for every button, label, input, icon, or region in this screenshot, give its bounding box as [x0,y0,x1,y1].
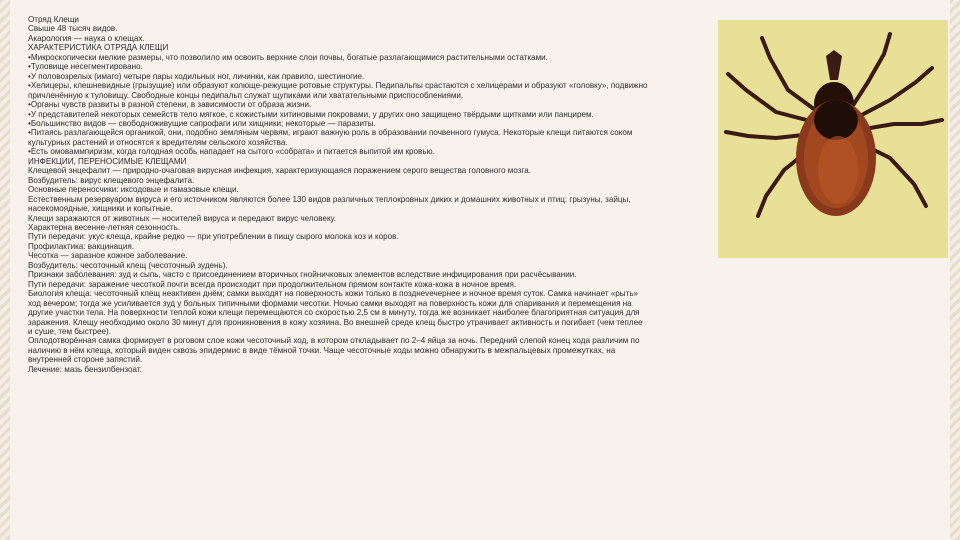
text-line: Пути передачи: укус клеща, крайне редко — при употреблении в пищу сырого молока коз и коров. [28,232,399,242]
text-line: Лечение: мазь бензилбензоат. [28,364,142,374]
text-line: внутренней стороне запястий. [28,355,143,365]
text-line: Возбудитель: чесоточный клещ (чесоточный зудень). [28,260,228,270]
text-line: Чесотка — заразное кожное заболевание. [28,251,188,261]
text-line: •Есть омоваммпиризм, когда голодная особь нападает на сытого «собрата» и питается выпитой им кровью. [28,147,435,157]
text-line: Акарология — наука о клещах. [28,33,145,43]
text-line: и суше, тем быстрее). [28,326,111,336]
text-line: •У представителей некоторых семейств тело мягкое, с кожистыми хитиновыми покровами, у других оно защищено твёрдыми щитками или панцирем. [28,109,594,119]
text-line: •У половозрелых (имаго) четыре пары ходильных ног, личинки, как правило, шестиногие. [28,71,365,81]
text-line: насекомоядные, хищники и копытные. [28,204,173,214]
section-heading: ИНФЕКЦИИ, ПЕРЕНОСИМЫЕ КЛЕЩАМИ [28,156,187,166]
text-line: наличию в нём клеща, который виден сквозь эпидермис в виде тёмной точки. Чаще чесоточные ходы можно обнаружить в межпальцевых промежутках, на [28,345,616,355]
text-line: •Туловище несегментировано. [28,62,143,72]
text-line: причленённую к туловищу. Свободные концы педипальп служат щупиками или хватательными приспособлениями. [28,90,464,100]
section-heading: ХАРАКТЕРИСТИКА ОТРЯДА КЛЕЩИ [28,43,169,53]
text-line: Естественным резервуаром вируса и его источником являются более 130 видов различных теплокровных диких и домашних животных и птиц: грызуны, зайцы, [28,194,631,204]
text-line: Оплодотворённая самка формирует в роговом слое кожи чесоточный ход, в котором откладывает по 2–4 яйца за ночь. Передний слепой конец хода различим по [28,336,640,346]
text-line: •Большинство видов — свободноживущие сапрофаги или хищники; некоторые — паразиты. [28,118,376,128]
text-line: •Хелицеры, клешневидные (грызущие) или образуют колюще-режущие ротовые структуры. Педипальпы срастаются с хелицерами и образуют «головку», подвижно [28,81,648,91]
text-line: Биология клеща: чесоточный клещ неактивен днём; самки выходят на поверхность кожи только в позднevечернее и ночное время суток. Самка начинает «рыть» [28,289,639,299]
left-decorative-border [0,0,10,540]
text-line: Клещи заражаются от животных — носителей вируса и передают вирус человеку. [28,213,337,223]
text-line: заражения. Клещу необходимо около 30 минут для проникновения в кожу хозяина. Во внешней среде клещ быстро утрачивает активность и погибает (чем теплее [28,317,643,327]
text-line: культурных растений и относятся к вредителям сельского хозяйства. [28,137,288,147]
text-line: Свыше 48 тысяч видов. [28,24,118,34]
text-line: ход вечером; тогда же усиливается зуд у больных типичными формами чесотки. Ночью самки выходят на поверхность кожи для спаривания и перемещения на [28,298,632,308]
text-line: •Питаясь разлагающейся органикой, они, подобно земляным червям, играют важную роль в образовании почвенного гумуса. Некоторые клещи питаются соком [28,128,633,138]
text-line: Отряд Клещи [28,15,79,24]
text-line: Пути передачи: заражение чесоткой почти всегда происходит при продолжительном прямом контакте кожа-кожа в ночное время. [28,279,517,289]
text-line: Возбудитель: вирус клещевого энцефалита. [28,175,195,185]
text-line: •Органы чувств развиты в разной степени, в зависимости от образа жизни. [28,100,312,110]
slide-text [28,15,836,374]
text-line: Признаки заболевания: зуд и сыпь, часто с присоединением вторичных гнойничковых элементов вследствие инфицирования при расчёсывании. [28,270,577,280]
text-line: Профилактика: вакцинация. [28,241,134,251]
text-line: Характерна весенне-летняя сезонность. [28,222,181,232]
text-line: другие участки тела. На поверхности теплой кожи клещи перемещаются со скоростью 2,5 см в минуту, тогда же возникает наиболее благоприятная ситуация для [28,308,640,318]
text-line: Основные переносчики: иксодовые и гамазовые клещи. [28,185,239,195]
text-line: Клещевой энцефалит — природно-очаговая вирусная инфекция, характеризующаяся поражением серого вещества головного мозга. [28,166,531,176]
text-line: •Микроскопически мелкие размеры, что позволило им освоить верхние слои почвы, богатые разлагающимися растительными остатками. [28,52,548,62]
right-decorative-border [950,0,960,540]
